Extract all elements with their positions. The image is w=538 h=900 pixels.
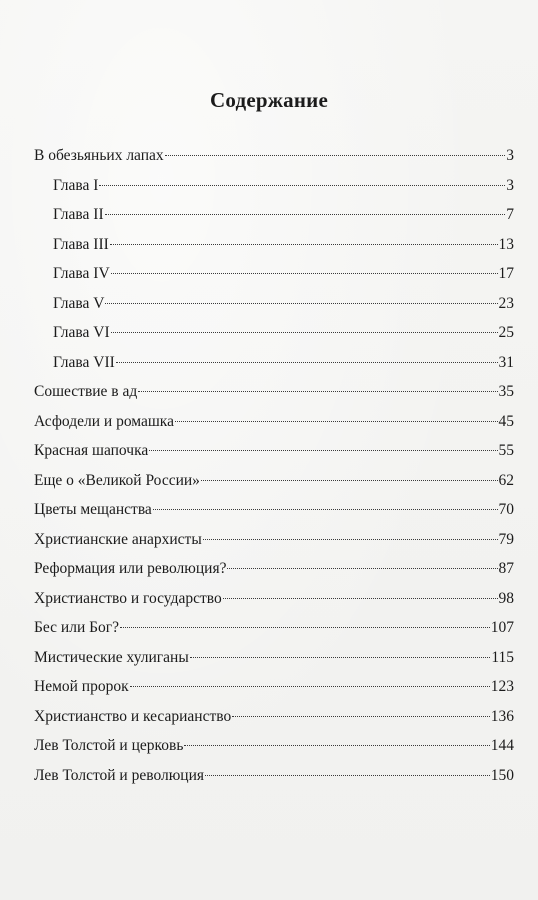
- dot-leader: [111, 273, 498, 274]
- dot-leader: [223, 598, 498, 599]
- toc-entry-title: Глава IV: [53, 265, 110, 282]
- toc-page-number: 7: [506, 206, 514, 223]
- toc-entry-title: Лев Толстой и церковь: [34, 737, 184, 754]
- toc-page-number: 17: [498, 265, 514, 282]
- toc-page-number: 45: [498, 412, 514, 430]
- toc-entry: [34, 672, 514, 702]
- toc-entry: [34, 731, 514, 761]
- toc-subentry: [34, 318, 514, 348]
- dot-leader: [99, 185, 505, 186]
- toc-page-number: 35: [498, 383, 514, 400]
- toc-subentry: [34, 259, 514, 289]
- dot-leader: [116, 362, 498, 363]
- toc-entry-title: Цветы мещанства: [34, 501, 152, 518]
- toc-entry: [34, 407, 514, 437]
- dot-leader: [205, 775, 490, 776]
- toc-page-number: 3: [506, 147, 514, 164]
- dot-leader: [227, 568, 497, 569]
- dot-leader: [120, 627, 490, 628]
- toc-page-number: 144: [490, 737, 514, 754]
- toc-entry-title: Сошествие в ад: [34, 383, 138, 400]
- toc-entry: [34, 495, 514, 525]
- toc-entry-title: Бес или Бог?: [34, 619, 120, 636]
- dot-leader: [184, 745, 489, 746]
- toc-page-number: 70: [498, 501, 514, 518]
- dot-leader: [175, 421, 498, 422]
- dot-leader: [149, 450, 497, 451]
- toc-entry-title: Красная шапочка: [34, 442, 149, 459]
- toc-entry-title: В обезьяньих лапах: [34, 147, 164, 164]
- toc-entry-title: Глава II: [53, 206, 104, 223]
- dot-leader: [165, 155, 506, 156]
- toc-page-number: 23: [498, 294, 514, 312]
- toc-entry-title: Асфодели и ромашка: [34, 412, 174, 430]
- dot-leader: [153, 509, 498, 510]
- dot-leader: [138, 391, 497, 392]
- dot-leader: [130, 686, 490, 687]
- toc-entry-title: Лев Толстой и революция: [34, 766, 205, 784]
- toc-entry-title: Немой пророк: [34, 678, 129, 695]
- toc-entry: [34, 466, 514, 496]
- toc-page-number: 62: [498, 471, 514, 489]
- toc-entry: [34, 377, 514, 407]
- dot-leader: [232, 716, 490, 717]
- page-title: Содержание: [210, 88, 328, 112]
- toc-entry-title: Мистические хулиганы: [34, 648, 189, 666]
- toc-entry: [34, 702, 514, 732]
- toc-page-number: 3: [506, 176, 514, 194]
- toc-page-number: 13: [498, 235, 514, 253]
- toc-entry-title: Христианство и государство: [34, 589, 222, 607]
- toc-page-number: 25: [498, 324, 514, 341]
- toc-page-number: 79: [498, 530, 514, 548]
- toc-entry-title: Глава VII: [53, 353, 115, 371]
- toc-entry-title: Глава I: [53, 176, 99, 194]
- toc-entry-title: Еще о «Великой России»: [34, 471, 200, 489]
- toc-entry: [34, 761, 514, 791]
- toc-page-number: 107: [490, 619, 514, 636]
- dot-leader: [201, 480, 498, 481]
- toc-entry-title: Глава V: [53, 294, 105, 312]
- toc-entry-title: Христианство и кесарианство: [34, 707, 232, 725]
- toc-entry: [34, 554, 514, 584]
- dot-leader: [111, 332, 498, 333]
- dot-leader: [190, 657, 491, 658]
- toc-entry: [34, 584, 514, 614]
- table-of-contents: [34, 141, 514, 790]
- toc-subentry: [34, 230, 514, 260]
- toc-entry-title: Христианские анархисты: [34, 530, 202, 548]
- toc-page-number: 55: [498, 442, 514, 459]
- toc-page-number: 31: [498, 353, 514, 371]
- toc-entry-title: Глава III: [53, 235, 109, 253]
- toc-entry: [34, 525, 514, 555]
- toc-subentry: [34, 200, 514, 230]
- dot-leader: [110, 244, 498, 245]
- toc-page-number: 87: [498, 560, 514, 577]
- toc-entry-title: Глава VI: [53, 324, 110, 341]
- toc-subentry: [34, 348, 514, 378]
- toc-subentry: [34, 289, 514, 319]
- toc-page-number: 115: [491, 648, 514, 666]
- toc-entry: [34, 436, 514, 466]
- dot-leader: [203, 539, 498, 540]
- toc-page-number: 98: [498, 589, 514, 607]
- toc-entry: [34, 141, 514, 171]
- toc-entry: [34, 613, 514, 643]
- dot-leader: [105, 303, 497, 304]
- toc-entry-title: Реформация или революция?: [34, 560, 227, 577]
- toc-page-number: 136: [490, 707, 514, 725]
- toc-subentry: [34, 171, 514, 201]
- dot-leader: [105, 214, 506, 215]
- toc-page-number: 123: [490, 678, 514, 695]
- toc-page-number: 150: [490, 766, 514, 784]
- toc-entry: [34, 643, 514, 673]
